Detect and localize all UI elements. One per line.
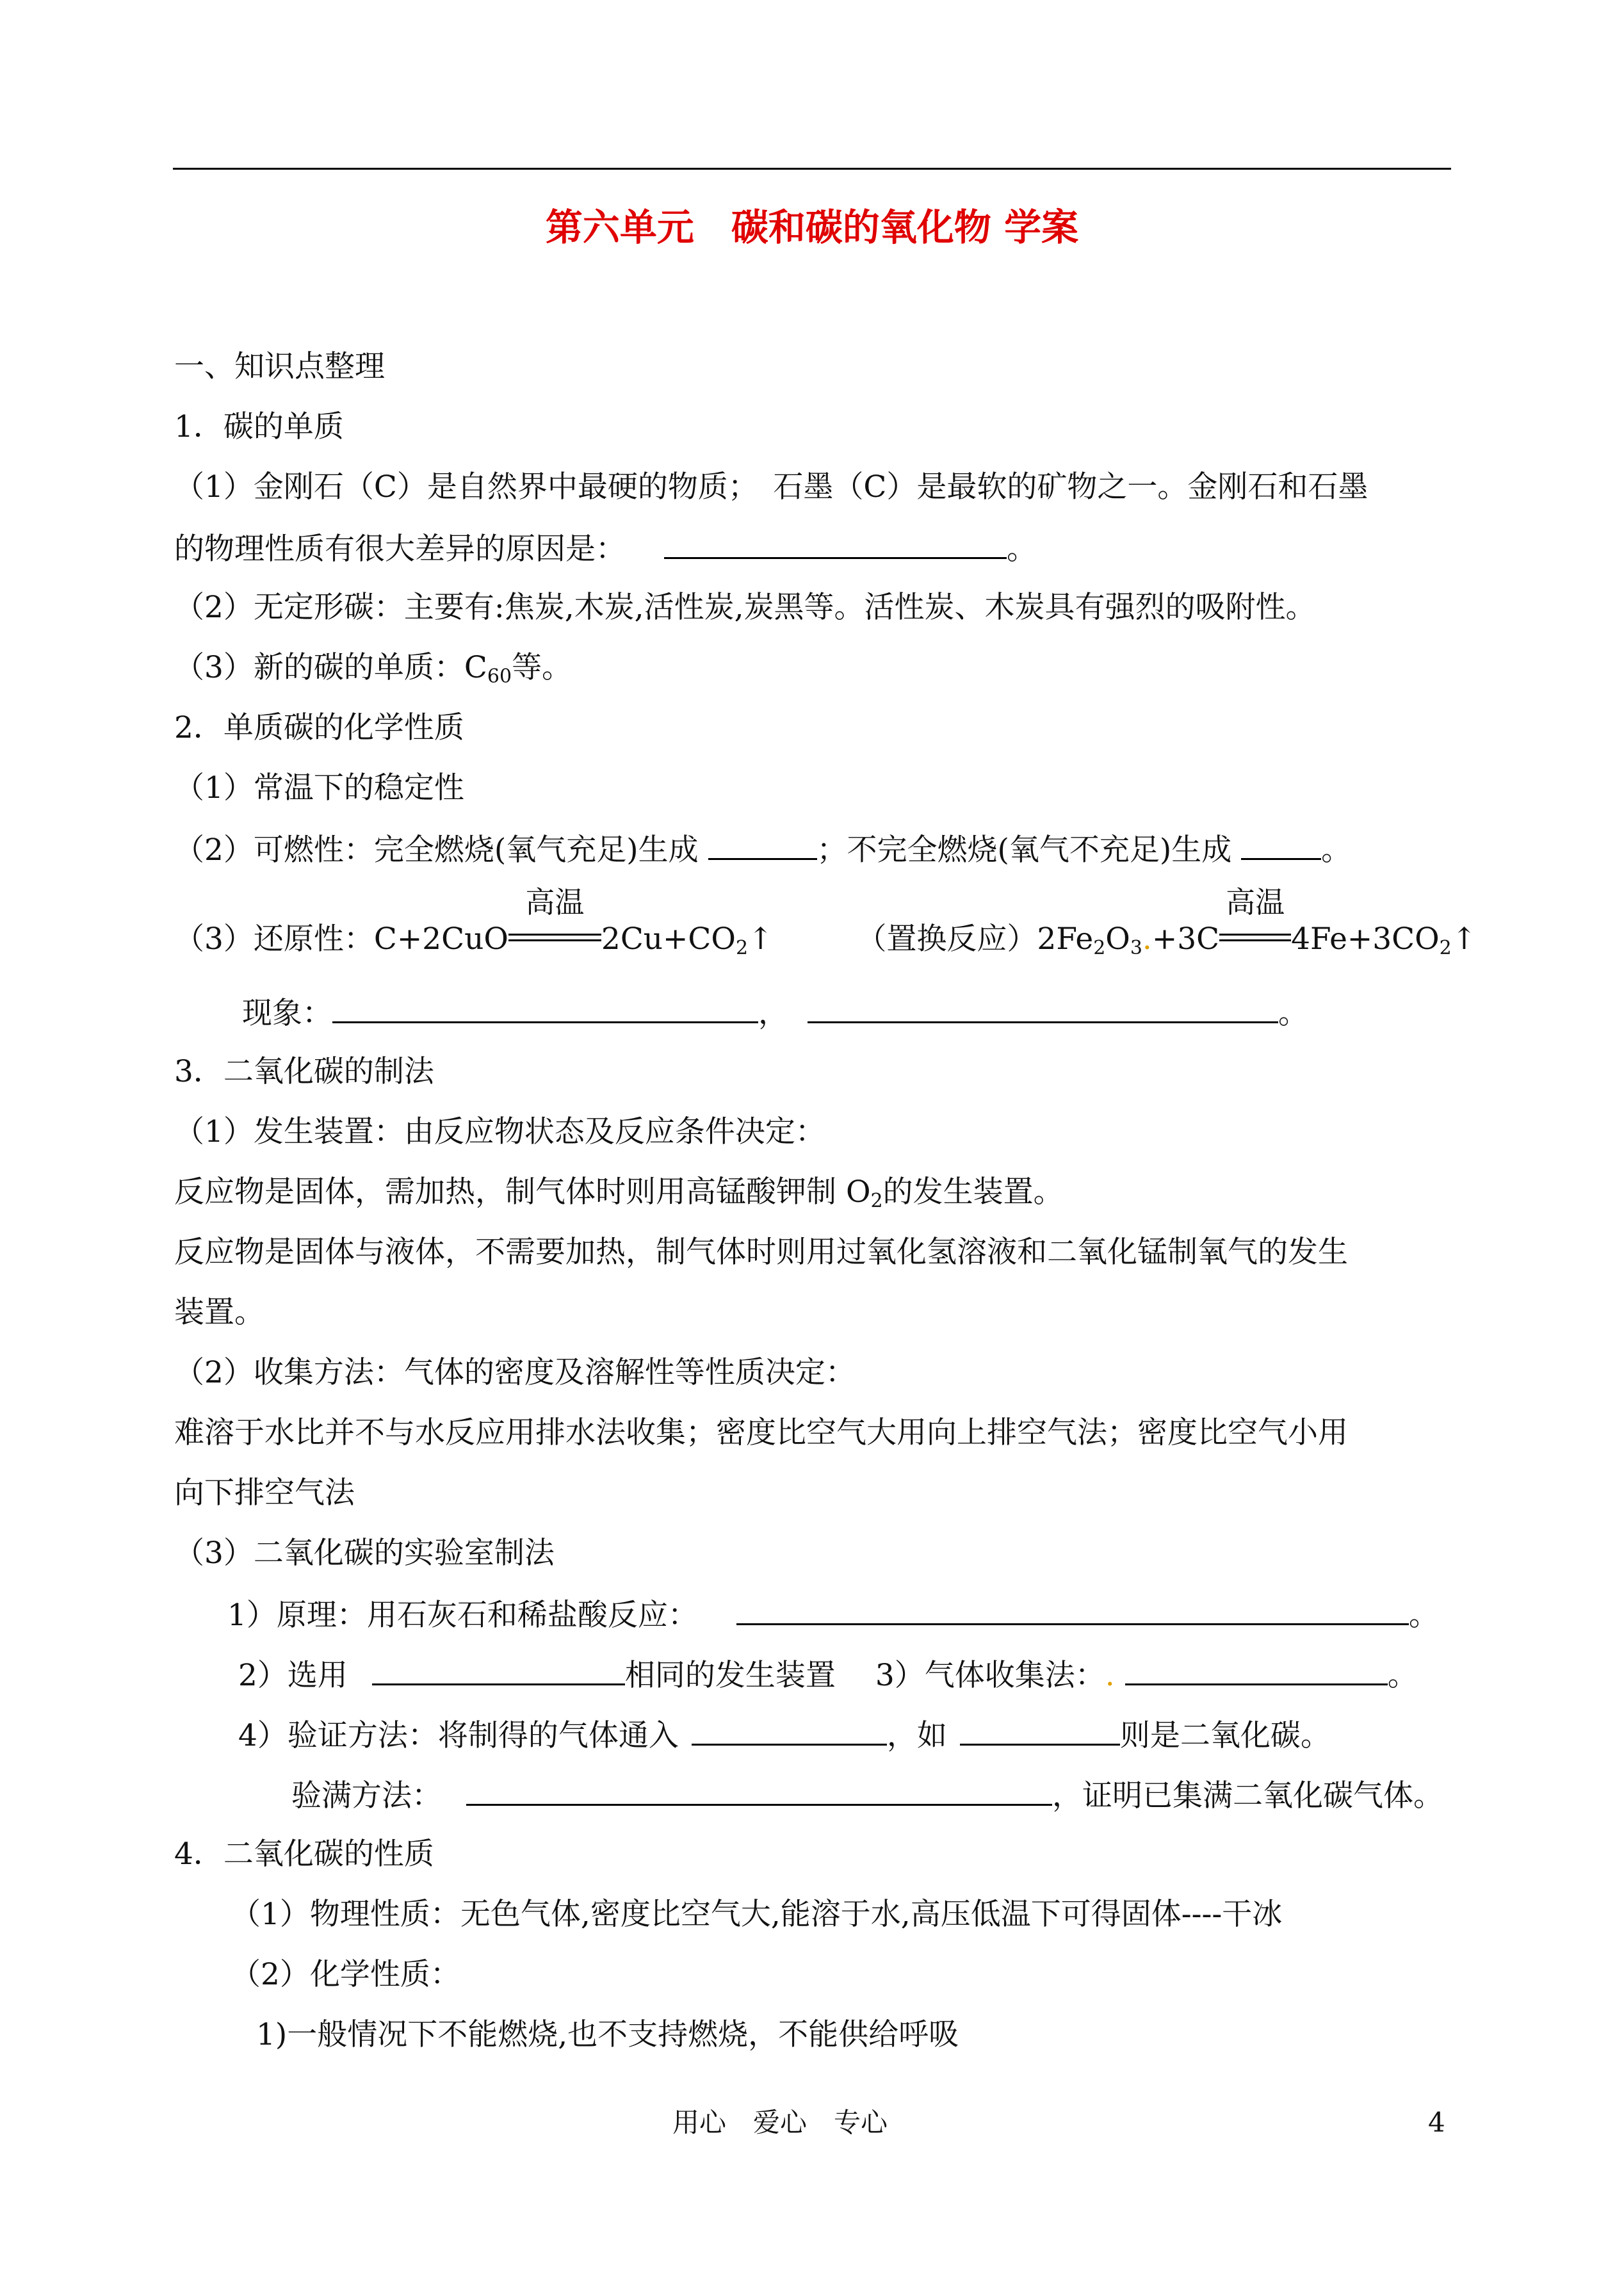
header-rule <box>173 168 1451 170</box>
item-physical-properties: （1）物理性质：无色气体,密度比空气大,能溶于水,高压低温下可得固体----干冰 <box>231 1897 1283 1932</box>
reactant-text: +3C <box>1151 921 1220 957</box>
item-chemical-properties: （2）化学性质： <box>231 1957 460 1992</box>
reaction-condition <box>1219 885 1291 962</box>
period: 。 <box>1007 531 1037 567</box>
lab-apparatus <box>238 1651 1418 1698</box>
stray-mark: . <box>1142 921 1152 957</box>
answer-blank[interactable] <box>372 1651 625 1685</box>
answer-blank[interactable] <box>1241 826 1321 860</box>
lab-principle <box>227 1591 1439 1638</box>
answer-blank[interactable] <box>466 1772 1052 1806</box>
item-apparatus: （1）发生装置：由反应物状态及反应条件决定： <box>174 1114 825 1149</box>
reduction-text-b: （置换反应）2Fe <box>856 921 1094 957</box>
lab-principle-text: 1）原理：用石灰石和稀盐酸反应： <box>227 1598 698 1633</box>
period: 。 <box>1387 1658 1418 1693</box>
product-text: 2Cu+CO <box>601 921 736 957</box>
comma: ， <box>758 996 788 1031</box>
phenomenon-line <box>242 989 1308 1036</box>
item-lab-preparation: （3）二氧化碳的实验室制法 <box>174 1536 555 1571</box>
paragraph-text-end: 的发生装置。 <box>882 1174 1064 1210</box>
paragraph-3-text: （3）新的碳的单质：C <box>174 650 487 685</box>
answer-blank[interactable] <box>692 1712 887 1746</box>
period: 。 <box>1408 1598 1439 1633</box>
item-stability: （1）常温下的稳定性 <box>174 770 464 806</box>
condition-label: 高温 <box>525 885 585 920</box>
oxygen-symbol: O <box>1105 921 1130 957</box>
combustion-text-a: （2）可燃性：完全燃烧(氧气充足)生成 <box>174 832 699 868</box>
footer-motto: 用心 爱心 专心 <box>672 2107 888 2138</box>
lab-full-check <box>291 1772 1443 1819</box>
paragraph-1b <box>174 525 1037 572</box>
page-number: 4 <box>1428 2107 1445 2138</box>
answer-blank[interactable] <box>708 826 817 860</box>
paragraph-1a: （1）金刚石（C）是自然界中最硬的物质； 石墨（C）是最软的矿物之一。金刚石和石墨 <box>174 469 1368 505</box>
period: 。 <box>1321 832 1352 868</box>
answer-blank[interactable] <box>1125 1651 1388 1685</box>
item-non-combustion: 1)一般情况下不能燃烧,也不支持燃烧，不能供给呼吸 <box>256 2017 959 2052</box>
item-collection: （2）收集方法：气体的密度及溶解性等性质决定： <box>174 1355 856 1390</box>
answer-blank[interactable] <box>332 989 758 1023</box>
answer-blank[interactable] <box>736 1591 1409 1625</box>
item-reduction <box>174 885 1477 962</box>
answer-blank[interactable] <box>664 525 1007 559</box>
gas-arrow: ↑ <box>1451 921 1477 957</box>
subscript: 3 <box>1130 937 1142 959</box>
phenomenon-label: 现象： <box>242 996 332 1031</box>
subscript: 2 <box>1439 937 1452 959</box>
lab-verify-text: 4）验证方法：将制得的气体通入 <box>238 1718 679 1753</box>
heading-4: 4．二氧化碳的性质 <box>174 1837 434 1872</box>
paragraph-solid-liquid: 反应物是固体与液体，不需要加热，制气体时则用过氧化氢溶液和二氧化锰制氧气的发生 <box>174 1235 1348 1270</box>
condition-label: 高温 <box>1226 885 1285 920</box>
section-heading: 一、知识点整理 <box>174 349 385 384</box>
period: 。 <box>1278 996 1308 1031</box>
heading-2: 2．单质碳的化学性质 <box>174 710 464 745</box>
heading-3: 3．二氧化碳的制法 <box>174 1054 434 1089</box>
reduction-text-a: （3）还原性：C+2CuO <box>174 921 508 957</box>
reaction-condition <box>508 885 601 962</box>
paragraph-collection: 难溶于水比并不与水反应用排水法收集；密度比空气大用向上排空气法；密度比空气小用 <box>174 1415 1348 1450</box>
lab-verify-text-c: 则是二氧化碳。 <box>1119 1718 1331 1753</box>
answer-blank[interactable] <box>808 989 1278 1023</box>
heading-1: 1．碳的单质 <box>174 409 344 444</box>
product-text: 4Fe+3CO <box>1291 921 1440 957</box>
stray-mark: . <box>1105 1658 1115 1693</box>
paragraph-1b-text: 的物理性质有很大差异的原因是： <box>174 531 626 567</box>
combustion-text-b: ；不完全燃烧(氧气不充足)生成 <box>816 832 1232 868</box>
answer-blank[interactable] <box>960 1712 1120 1746</box>
gas-arrow: ↑ <box>748 921 774 957</box>
paragraph-2: （2）无定形碳：主要有:焦炭,木炭,活性炭,炭黑等。活性炭、木炭具有强烈的吸附性。 <box>174 590 1316 625</box>
lab-full-check-text: 验满方法： <box>291 1778 442 1813</box>
subscript: 2 <box>1093 937 1106 959</box>
paragraph-solid-liquid-cont: 装置。 <box>174 1295 264 1330</box>
subscript: 60 <box>487 665 512 688</box>
paragraph-3 <box>174 645 572 690</box>
paragraph-solid-heat <box>174 1170 1064 1215</box>
paragraph-text: 反应物是固体，需加热，制气体时则用高锰酸钾制 O <box>174 1174 871 1210</box>
lab-full-check-text-b: ，证明已集满二氧化碳气体。 <box>1052 1778 1443 1813</box>
equals-sign <box>1219 934 1291 941</box>
lab-verify-text-b: ，如 <box>886 1718 947 1753</box>
lab-apparatus-text: 2）选用 <box>238 1658 348 1693</box>
paragraph-collection-cont: 向下排空气法 <box>174 1475 355 1511</box>
lab-collect-text: 相同的发生装置 3）气体收集法： <box>624 1658 1105 1693</box>
lab-verify <box>238 1712 1331 1758</box>
equals-sign <box>508 934 601 941</box>
subscript: 2 <box>735 937 749 959</box>
subscript: 2 <box>870 1190 883 1212</box>
page-title: 第六单元 碳和碳的氧化物 学案 <box>545 206 1079 249</box>
item-combustion <box>174 826 1351 873</box>
paragraph-3-end: 等。 <box>512 650 572 685</box>
